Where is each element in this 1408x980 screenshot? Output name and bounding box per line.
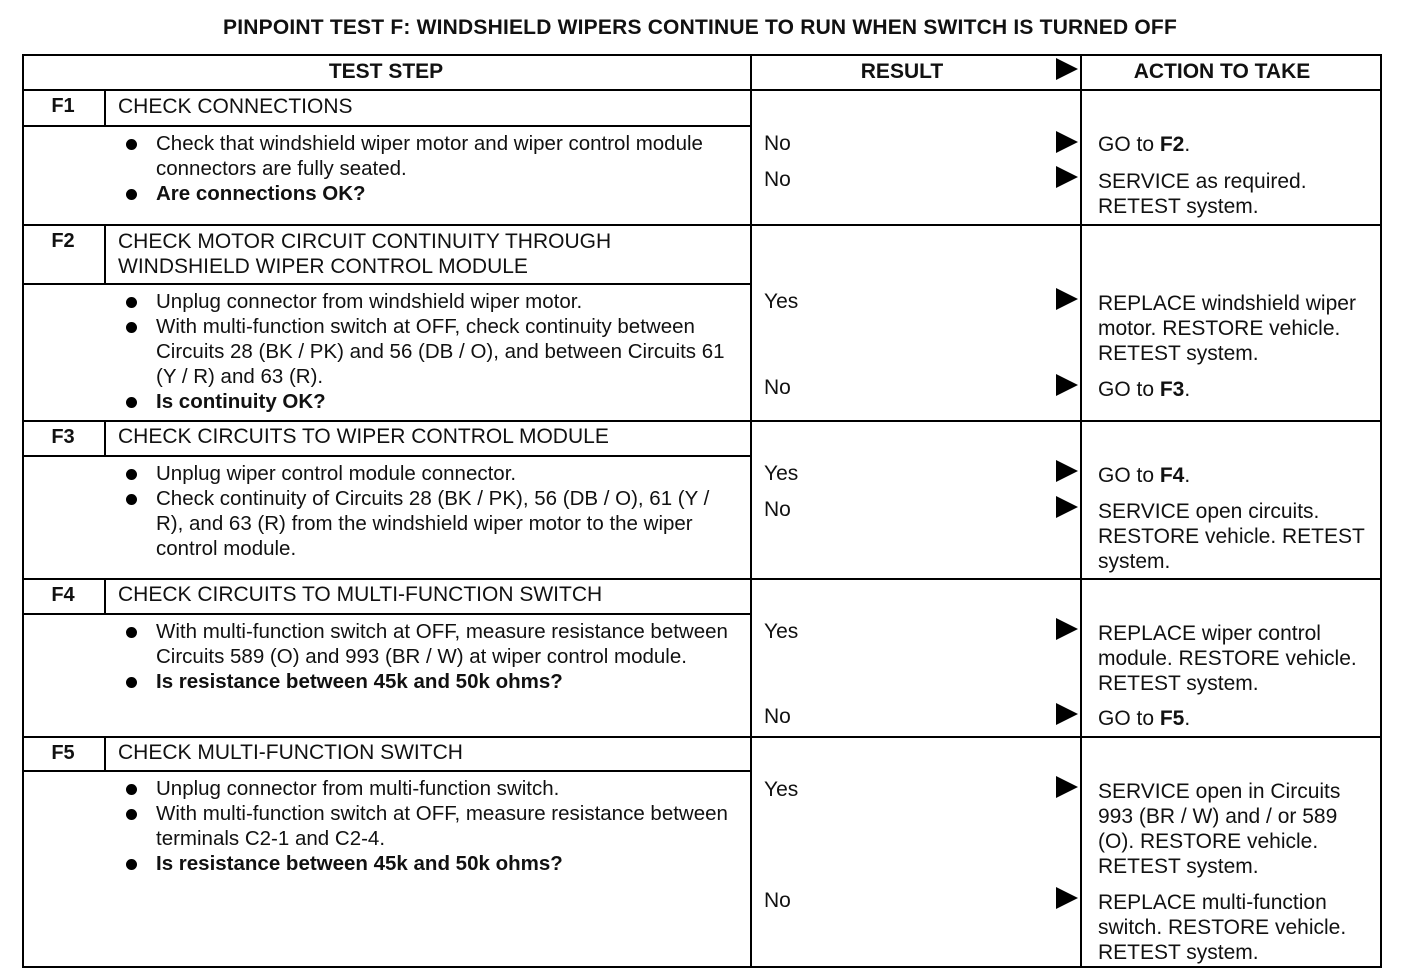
step-title: CHECK MULTI-FUNCTION SWITCH [118,741,463,764]
bullet-item: Check that windshield wiper motor and wiper control module connectors are fully seated. [118,131,738,181]
action-text: GO to F4. [1098,464,1191,487]
step-title-divider [22,125,750,127]
bullet-item: Unplug connector from multi-function switch. [118,776,738,801]
action-text: GO to F2. [1098,133,1191,156]
result-label: No [764,132,791,155]
arrow-icon [1056,618,1078,640]
bullet-question: Is continuity OK? [118,389,738,414]
result-label: Yes [764,290,799,313]
header-divider [22,89,1382,91]
result-label: No [764,376,791,399]
header-test-step: TEST STEP [328,60,444,83]
step-title-divider [22,283,750,285]
bullet-question: Is resistance between 45k and 50k ohms? [118,669,738,694]
column-divider [1080,54,1082,968]
result-label: No [764,705,791,728]
bullet-item: Unplug wiper control module connector. [118,461,738,486]
id-divider [104,89,106,125]
bullet-item: With multi-function switch at OFF, check continuity between Circuits 28 (BK / PK) and 56 (DB / O), and between Circuits 61 (Y / R) and 63 (R). [118,314,738,389]
id-divider [104,736,106,770]
step-id: F5 [51,742,75,764]
arrow-icon [1056,460,1078,482]
step-id: F2 [51,230,75,252]
id-divider [104,224,106,283]
step-bullets [118,289,738,414]
step-id: F3 [51,426,75,448]
arrow-icon [1056,288,1078,310]
step-title-divider [22,613,750,615]
bullet-item: Check continuity of Circuits 28 (BK / PK), 56 (DB / O), 61 (Y / R), and 63 (R) from the windshield wiper motor to the wiper control module. [118,486,738,561]
id-divider [104,420,106,455]
step-title: CHECK MOTOR CIRCUIT CONTINUITY THROUGH WINDSHIELD WIPER CONTROL MODULE [118,230,612,278]
step-id: F1 [51,95,75,117]
step-title-divider [22,455,750,457]
header-result: RESULT [860,60,944,83]
arrow-icon [1056,166,1078,188]
action-text: GO to F5. [1098,707,1191,730]
action-text: SERVICE open circuits. RESTORE vehicle. RETEST system. [1098,500,1365,573]
action-text: REPLACE windshield wiper motor. RESTORE vehicle. RETEST system. [1098,292,1356,365]
bullet-item: With multi-function switch at OFF, measure resistance between terminals C2-1 and C2-4. [118,801,738,851]
row-divider [22,420,1382,422]
id-divider [104,578,106,613]
step-title: CHECK CONNECTIONS [118,95,353,118]
arrow-icon [1056,776,1078,798]
row-divider [22,578,1382,580]
step-title: CHECK CIRCUITS TO MULTI-FUNCTION SWITCH [118,583,603,606]
bullet-item: Unplug connector from windshield wiper motor. [118,289,738,314]
step-bullets [118,619,738,694]
arrow-icon [1056,887,1078,909]
arrow-icon [1056,131,1078,153]
step-bullets [118,461,738,561]
bullet-item: With multi-function switch at OFF, measure resistance between Circuits 589 (O) and 993 (BR / W) at wiper control module. [118,619,738,669]
bullet-question: Are connections OK? [118,181,738,206]
step-bullets [118,776,738,876]
row-divider [22,736,1382,738]
step-title-divider [22,770,750,772]
step-id: F4 [51,584,75,606]
arrow-icon [1056,374,1078,396]
result-label: No [764,889,791,912]
result-label: No [764,498,791,521]
pinpoint-test-table [22,54,1382,968]
column-divider [750,54,752,968]
action-text: GO to F3. [1098,378,1191,401]
arrow-icon [1056,703,1078,725]
result-label: Yes [764,778,799,801]
page-title: PINPOINT TEST F: WINDSHIELD WIPERS CONTINUE TO RUN WHEN SWITCH IS TURNED OFF [223,16,1177,39]
result-label: Yes [764,620,799,643]
header-arrow-icon [1056,58,1078,80]
step-bullets [118,131,738,206]
header-action: ACTION TO TAKE [1133,60,1311,83]
result-label: Yes [764,462,799,485]
action-text: SERVICE as required. RETEST system. [1098,170,1307,218]
action-text: REPLACE multi-function switch. RESTORE vehicle. RETEST system. [1098,891,1347,964]
row-divider [22,224,1382,226]
arrow-icon [1056,496,1078,518]
step-title: CHECK CIRCUITS TO WIPER CONTROL MODULE [118,425,609,448]
action-text: REPLACE wiper control module. RESTORE vehicle. RETEST system. [1098,622,1357,695]
action-text: SERVICE open in Circuits 993 (BR / W) and / or 589 (O). RESTORE vehicle. RETEST system. [1098,780,1341,878]
result-label: No [764,168,791,191]
bullet-question: Is resistance between 45k and 50k ohms? [118,851,738,876]
